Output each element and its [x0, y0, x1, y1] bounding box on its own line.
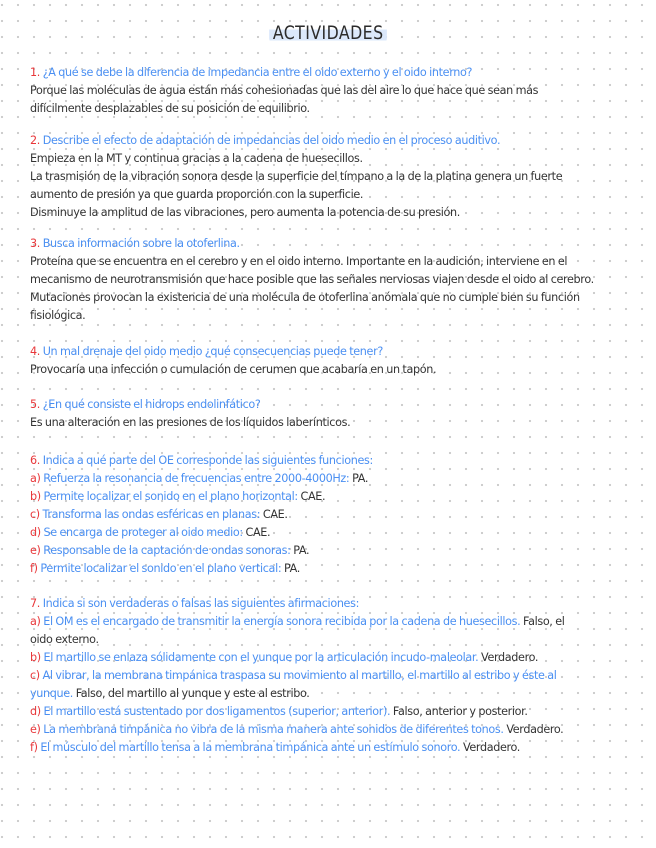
question-line	[30, 343, 642, 361]
item-line	[30, 739, 642, 757]
item-line	[30, 649, 642, 667]
item-text: El martillo está sustentado por dos ligamentos (superior, anterior).	[43, 705, 391, 718]
question-text: ¿En qué consiste el hidrops endolinfático?	[42, 398, 261, 411]
activity-5	[30, 396, 642, 432]
item-text: Permite localizar el sonido en el plano horizontal:	[43, 490, 298, 503]
question-text: Describe el efecto de adaptación de impedancias del oido medio en el proceso auditivo.	[42, 134, 501, 147]
answer-line: Porque las moléculas de agua están más cohesionadas que las del aire lo que hace que sean más	[30, 84, 539, 97]
item-letter: a)	[30, 615, 41, 628]
item-answer: Falso, del martillo al yunque y este al estribo.	[75, 687, 310, 700]
item-answer: CAE.	[245, 526, 271, 539]
question-text: Indica si son verdaderas o falsas las siguientes afirmaciones:	[42, 597, 359, 610]
item-letter: b)	[30, 490, 41, 503]
item-answer: Verdadero.	[462, 741, 521, 754]
answer-line: difícilmente desplazables de su posición de equilibrio.	[30, 102, 310, 115]
answer-line: La trasmisión de la vibración sonora desde la superficie del tímpano a la de la platina genera un fuerte	[30, 170, 563, 183]
question-number: 4.	[30, 345, 40, 358]
item-letter: b)	[30, 651, 41, 664]
item-text: Refuerza la resonancia de frecuencias entre 2000-4000Hz:	[43, 472, 350, 485]
question-number: 2.	[30, 134, 40, 147]
activity-4	[30, 343, 642, 379]
title-container	[0, 22, 656, 44]
item-letter: e)	[30, 544, 41, 557]
item-line	[30, 703, 642, 721]
item-letter: c)	[30, 669, 40, 682]
item-text: Al vibrar, la membrana timpánica traspasa su movimiento al martillo, el martillo al estribo y éste al	[42, 669, 557, 682]
answer-line: Provocaría una infección o cumulación de cerumen que acabaría en un tapón.	[30, 363, 437, 376]
item-letter: d)	[30, 705, 41, 718]
item-answer: CAE.	[262, 508, 288, 521]
item-line	[30, 524, 642, 542]
activity-6	[30, 452, 642, 578]
question-line	[30, 396, 642, 414]
item-answer: PA.	[283, 562, 300, 575]
item-answer: Verdadero.	[481, 651, 539, 664]
answer-line: Disminuye la amplitud de las vibraciones, pero aumenta la potencia de su presión.	[30, 206, 461, 219]
question-number: 6.	[30, 454, 40, 467]
item-letter: f)	[30, 562, 38, 575]
item-text-continuation: yunque.	[30, 687, 73, 700]
item-line	[30, 542, 642, 560]
question-line	[30, 452, 642, 470]
question-line	[30, 235, 642, 253]
activity-1	[30, 64, 642, 118]
answer-line: mecanismo de neurotransmisión que hace posible que las señales nerviosas viajen desde el oido al cerebro.	[30, 273, 594, 286]
item-line	[30, 613, 642, 631]
item-letter: f)	[30, 741, 38, 754]
activity-2	[30, 132, 642, 222]
item-letter: c)	[30, 508, 40, 521]
question-line	[30, 64, 642, 82]
item-answer: CAE.	[300, 490, 326, 503]
answer-line: Proteína que se encuentra en el cerebro y en el oido interno. Importante en la audición, interviene en el	[30, 255, 568, 268]
item-answer: PA.	[293, 544, 310, 557]
item-continuation-line	[30, 685, 642, 703]
question-text: Indica a qué parte del OE corresponde las siguientes funciones:	[42, 454, 373, 467]
item-letter: d)	[30, 526, 41, 539]
question-line	[30, 132, 642, 150]
question-text: Busca información sobre la otoferlina.	[42, 237, 240, 250]
page-title: ACTIVIDADES	[269, 22, 387, 44]
activity-7	[30, 595, 642, 757]
item-text: Transforma las ondas esféricas en planas:	[42, 508, 261, 521]
item-answer-continuation: oido externo.	[30, 633, 99, 646]
item-answer: Falso, el	[523, 615, 565, 628]
item-text: Permite localizar el sonido en el plano vertical:	[40, 562, 282, 575]
item-text: La membrana timpánica no vibra de la misma manera ante sonidos de diferentes tonos.	[43, 723, 504, 736]
item-text: El OM es el encargado de transmitir la energía sonora recibida por la cadena de huesecillos.	[43, 615, 521, 628]
question-number: 1.	[30, 66, 40, 79]
question-number: 7.	[30, 597, 40, 610]
item-line	[30, 488, 642, 506]
item-line	[30, 470, 642, 488]
item-line	[30, 721, 642, 739]
item-line	[30, 560, 642, 578]
item-line	[30, 667, 642, 685]
item-text: El martillo se enlaza sólidamente con el yunque por la articulación incudo-maleolar.	[43, 651, 479, 664]
item-answer: Falso, anterior y posterior.	[392, 705, 528, 718]
answer-line: Empieza en la MT y continua gracias a la cadena de huesecillos.	[30, 152, 363, 165]
answer-line: aumento de presión ya que guarda proporción con la superficie.	[30, 188, 364, 201]
item-text: El músculo del martillo tensa a la membrana timpánica ante un estímulo sonoro.	[40, 741, 461, 754]
question-text: Un mal drenaje del oido medio ¿qué consecuencias puede tener?	[42, 345, 383, 358]
answer-line: fisiológica.	[30, 309, 86, 322]
answer-line: Es una alteración en las presiones de los líquidos laberínticos.	[30, 416, 351, 429]
activity-3	[30, 235, 642, 325]
question-number: 3.	[30, 237, 40, 250]
item-letter: a)	[30, 472, 41, 485]
item-answer: Verdadero.	[506, 723, 564, 736]
question-line	[30, 595, 642, 613]
answer-line: Mutaciones provocan la existencia de una molécula de otoferlina anómala que no cumple bien su función	[30, 291, 580, 304]
item-text: Responsable de la captación de ondas sonoras:	[43, 544, 291, 557]
question-number: 5.	[30, 398, 40, 411]
question-text: ¿A qué se debe la diferencia de impedancia entre el oido externo y el oido interno?	[42, 66, 473, 79]
item-letter: e)	[30, 723, 41, 736]
item-text: Se encarga de proteger al oido medio:	[43, 526, 243, 539]
item-answer: PA.	[352, 472, 369, 485]
item-line	[30, 506, 642, 524]
